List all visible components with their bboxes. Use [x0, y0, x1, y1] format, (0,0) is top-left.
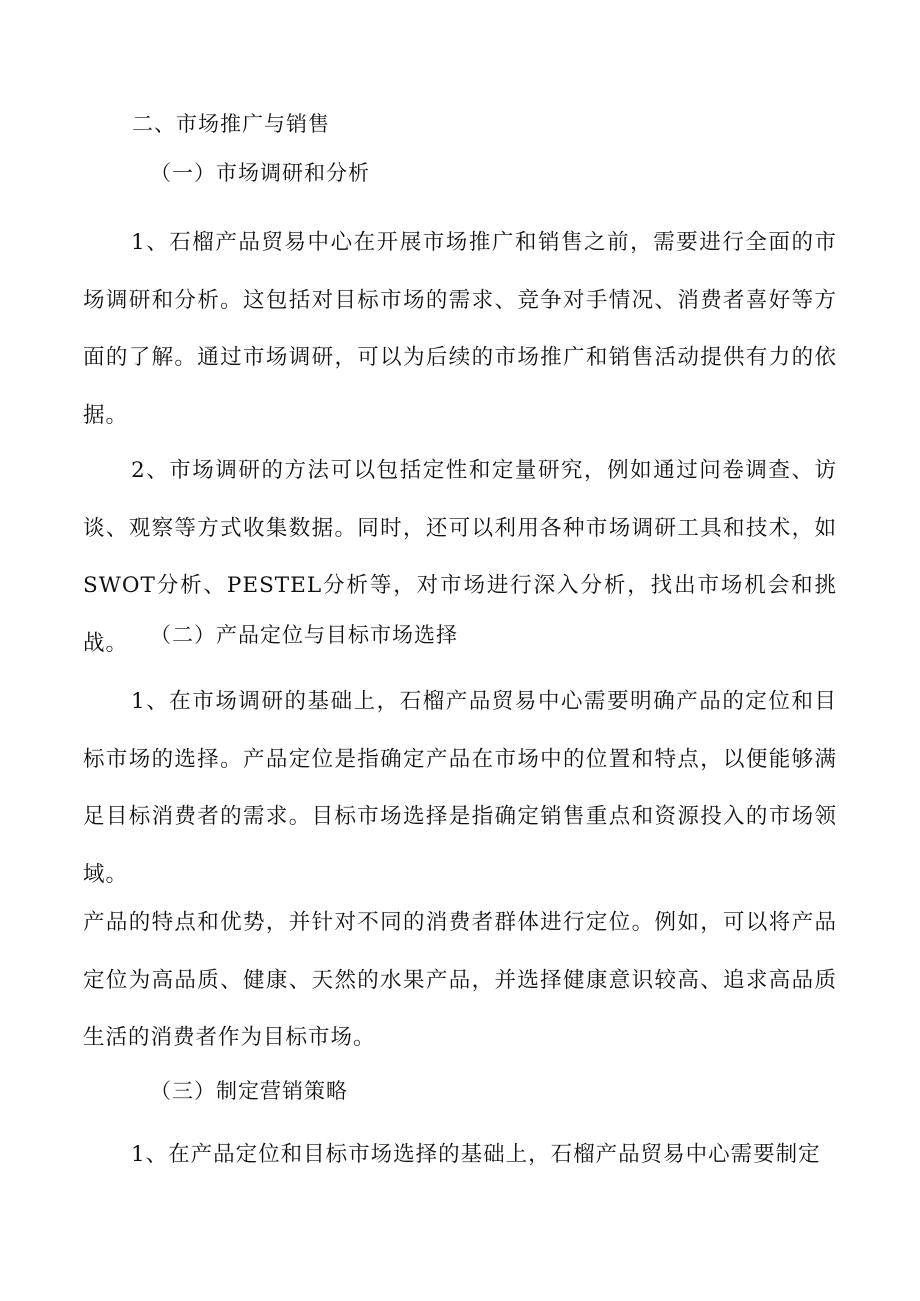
paragraph-2-2: 产品的特点和优势，并针对不同的消费者群体进行定位。例如，可以将产品定位为高品质、健康、天然的水果产品，并选择健康意识较高、追求高品质生活的消费者作为目标市场。: [83, 910, 837, 1050]
subsection-title-1: （一）市场调研和分析: [150, 161, 370, 185]
paragraph-1-2: 2、市场调研的方法可以包括定性和定量研究，例如通过问卷调查、访谈、观察等方式收集数据。同时，还可以利用各种市场调研工具和技术，如SWOT分析、PESTEL分析等，对市场进行深入分析，找出市场机会和挑战。: [83, 458, 837, 656]
subsection-title-3: （三）制定营销策略: [150, 1079, 348, 1103]
paragraph-1-1: 1、石榴产品贸易中心在开展市场推广和销售之前，需要进行全面的市场调研和分析。这包括对目标市场的需求、竞争对手情况、消费者喜好等方面的了解。通过市场调研，可以为后续的市场推广和销售活动提供有力的依据。: [83, 230, 837, 428]
section-heading: 二、市场推广与销售: [132, 112, 330, 136]
subsection-title-2: （二）产品定位与目标市场选择: [150, 623, 458, 647]
paragraph-2-1: 1、在市场调研的基础上，石榴产品贸易中心需要明确产品的定位和目标市场的选择。产品定位是指确定产品在市场中的位置和特点，以便能够满足目标消费者的需求。目标市场选择是指确定销售重点和资源投入的市场领域。: [83, 689, 837, 887]
paragraph-3-1: 1、在产品定位和目标市场选择的基础上，石榴产品贸易中心需要制定: [131, 1142, 821, 1167]
